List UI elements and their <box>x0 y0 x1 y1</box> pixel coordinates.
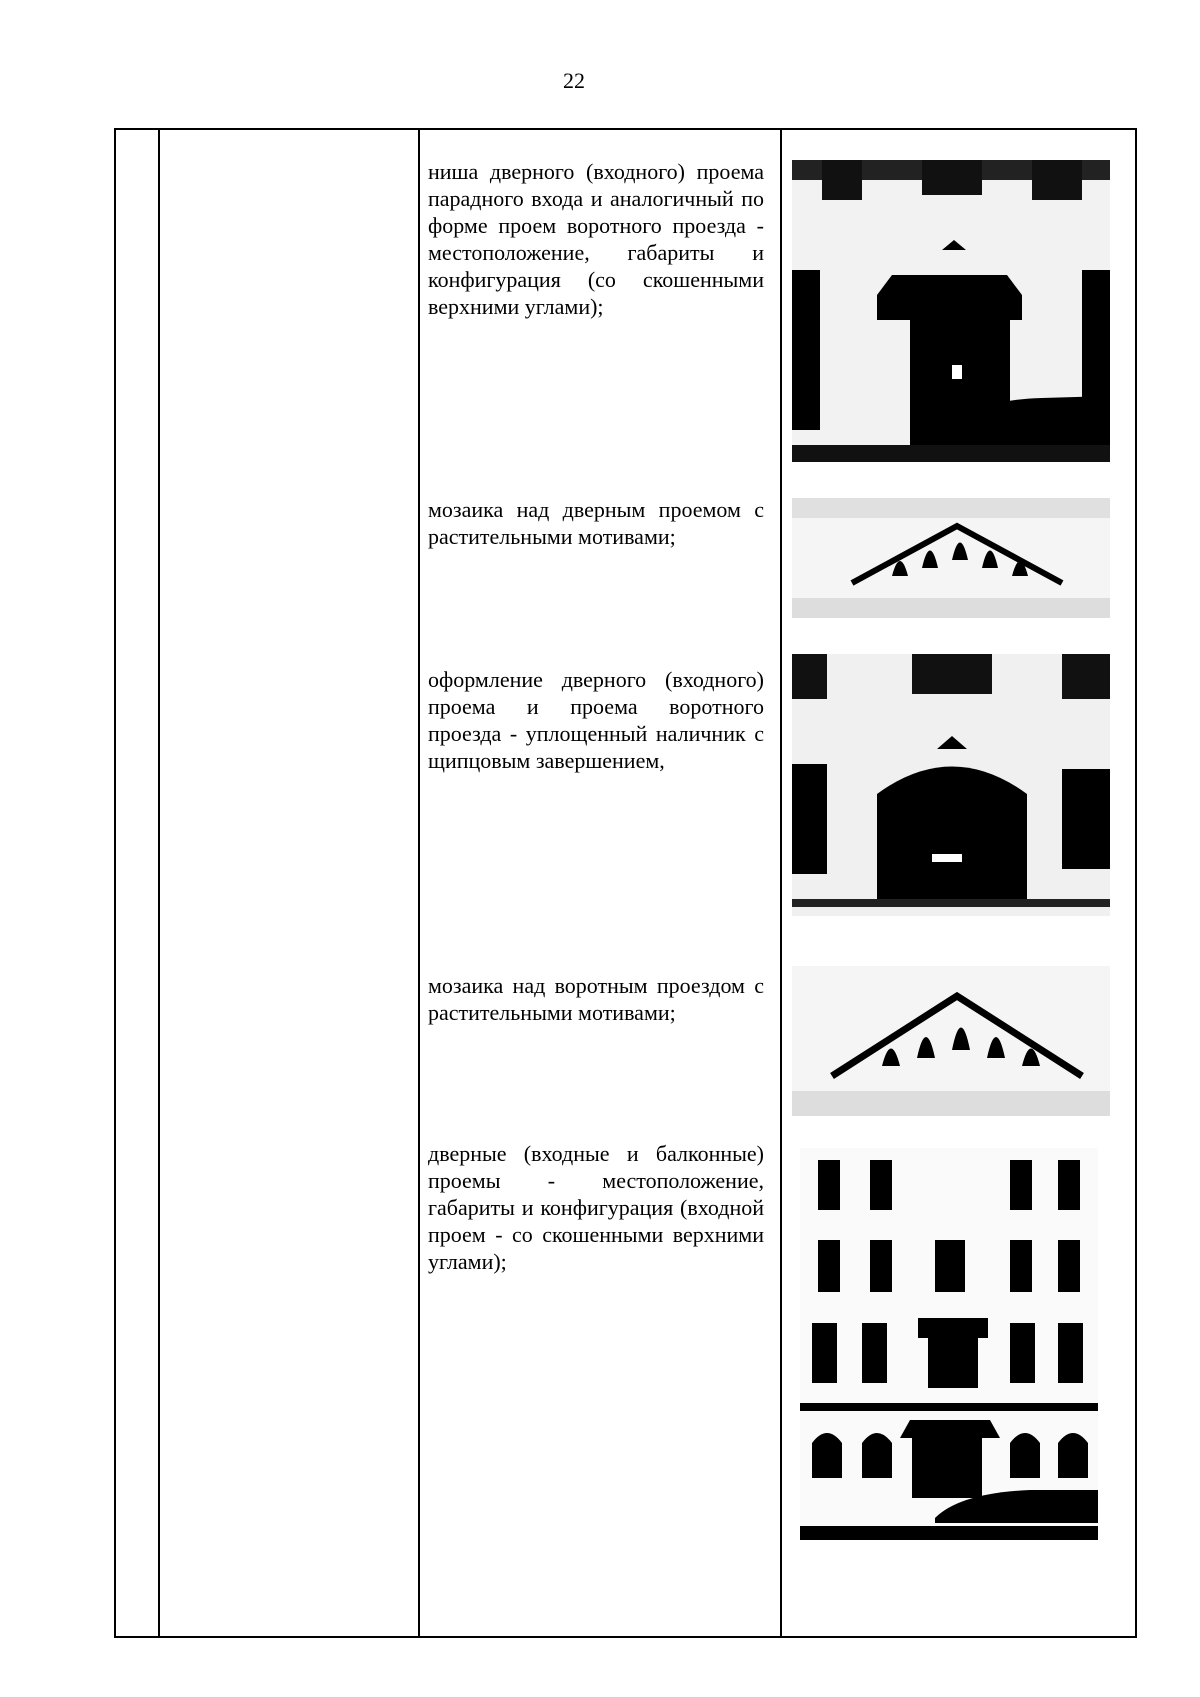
entrance-door-photo <box>792 160 1110 462</box>
page-number: 22 <box>563 68 585 93</box>
column-divider <box>418 130 420 1636</box>
door-mosaic-photo <box>792 498 1110 618</box>
feature-description: мозаика над дверным проемом с растительными мотивами; <box>428 497 764 549</box>
gateway-mosaic-photo <box>792 966 1110 1116</box>
column-divider <box>158 130 160 1636</box>
feature-description: оформление дверного (входного) проема и проема воротного проезда - уплощенный наличник с щипцовым завершением, <box>428 667 764 773</box>
feature-description: ниша дверного (входного) проема парадного входа и аналогичный по форме проем воротного проезда - местоположение, габариты и конфигурация (со скошенными верхними углами); <box>428 159 764 319</box>
facade-photo <box>800 1148 1098 1540</box>
feature-description: дверные (входные и балконные) проемы - местоположение, габариты и конфигурация (входной проем - со скошенными верхними углами); <box>428 1141 764 1274</box>
column-divider <box>780 130 782 1636</box>
feature-description: мозаика над воротным проездом с растительными мотивами; <box>428 973 764 1025</box>
gateway-photo <box>792 654 1110 916</box>
